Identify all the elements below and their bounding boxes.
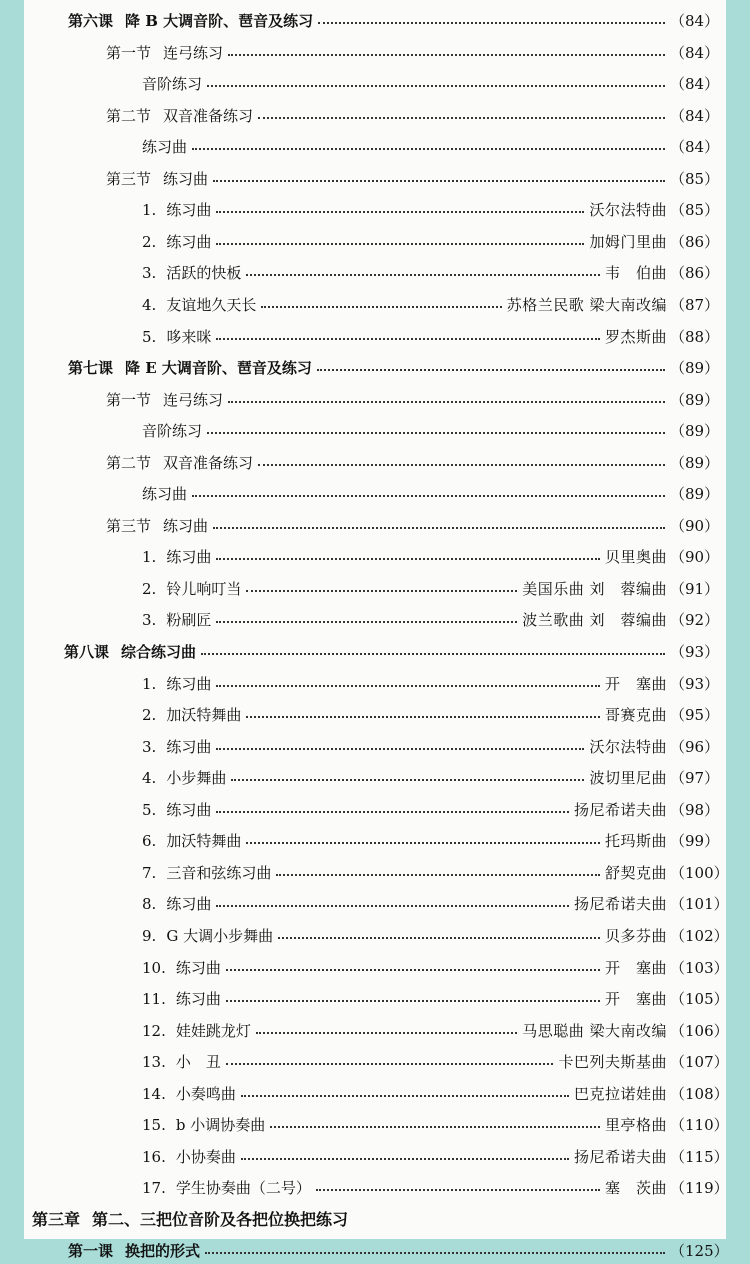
entry-label: 1.: [142, 675, 157, 693]
entry-credit: 沃尔法特曲: [589, 201, 667, 219]
page-number: （84）: [670, 75, 720, 93]
entry-label: 第七课: [68, 359, 114, 377]
toc-entry-piece: [24, 1144, 729, 1170]
entry-title: [142, 481, 187, 507]
toc-entry-piece: [24, 955, 729, 981]
toc-entry-lesson: [24, 639, 726, 665]
toc-entry-lesson: [24, 1238, 729, 1264]
toc-entry-chapter: [24, 1207, 726, 1233]
dot-leader: [258, 463, 665, 466]
page-number: （84）: [670, 12, 720, 30]
entry-label: 1.: [142, 548, 157, 566]
dot-leader: [207, 431, 665, 434]
entry-credit: 加姆门里曲: [589, 233, 667, 251]
entry-label: 2.: [142, 233, 157, 251]
toc-entry-piece: [24, 891, 729, 917]
entry-credit: 韦 伯曲: [604, 264, 667, 282]
toc-entry-piece: [24, 1175, 729, 1201]
entry-label: 14.: [142, 1085, 166, 1103]
entry-title-text: 小协奏曲: [175, 1148, 236, 1166]
entry-title-text: 第二、三把位音阶及各把位换把练习: [92, 1210, 349, 1229]
toc-entry-lesson: [24, 8, 726, 34]
entry-title-text: 练习曲: [142, 485, 188, 503]
dot-leader: [246, 273, 600, 276]
page-number: （106）: [670, 1022, 729, 1040]
page-number: （99）: [670, 832, 720, 850]
page-number: （93）: [670, 643, 720, 661]
entry-label: 5.: [142, 801, 157, 819]
dot-leader: [278, 936, 600, 939]
page-number: （89）: [670, 422, 720, 440]
dot-leader: [216, 904, 569, 907]
entry-credit: 苏格兰民歌 梁大南改编: [506, 296, 667, 314]
entry-title: [142, 923, 273, 949]
page-number: （101）: [670, 895, 729, 913]
entry-title-text: 友谊地久天长: [166, 296, 257, 314]
entry-title: [142, 71, 202, 97]
entry-title-text: 双音准备练习: [163, 454, 254, 472]
toc-entry-piece: [24, 607, 726, 633]
page-number: （96）: [670, 738, 720, 756]
entry-title: [142, 1112, 265, 1138]
entry-title-text: 连弓练习: [163, 44, 224, 62]
page-number: （97）: [670, 769, 720, 787]
dot-leader: [228, 400, 665, 403]
entry-title: [68, 1238, 200, 1264]
entry-label: 2.: [142, 580, 157, 598]
entry-label: 7.: [142, 864, 157, 882]
page-number: （90）: [670, 548, 720, 566]
toc-entry-sub: [24, 134, 726, 160]
toc-entry-piece: [24, 197, 726, 223]
entry-title: [142, 891, 211, 917]
page-number: （93）: [670, 675, 720, 693]
entry-title-text: 加沃特舞曲: [166, 832, 242, 850]
dot-leader: [316, 1188, 600, 1191]
toc-entry-sub: [24, 418, 726, 444]
entry-title-text: 练习曲: [166, 548, 212, 566]
entry-title-text: 三音和弦练习曲: [166, 864, 272, 882]
entry-title: [142, 292, 256, 318]
entry-credit: 开 塞曲: [604, 959, 667, 977]
page-number: （115）: [670, 1148, 729, 1166]
entry-title: [142, 1175, 311, 1201]
entry-credit: 美国乐曲 刘 蓉编曲: [522, 580, 667, 598]
entry-title: [32, 1207, 348, 1233]
entry-title: [142, 576, 241, 602]
toc-entry-piece: [24, 544, 726, 570]
entry-title-text: 练习曲: [163, 170, 209, 188]
entry-title: [142, 828, 241, 854]
entry-label: 第一节: [106, 44, 152, 62]
entry-title: [142, 702, 241, 728]
entry-credit: 开 塞曲: [604, 990, 667, 1008]
entry-label: 13.: [142, 1053, 166, 1071]
entry-credit: 马思聪曲 梁大南改编: [522, 1022, 667, 1040]
dot-leader: [246, 715, 600, 718]
entry-title-text: 练习曲: [175, 990, 221, 1008]
entry-credit: 托玛斯曲: [604, 832, 667, 850]
entry-title: [142, 986, 221, 1012]
toc-entry-section: [24, 103, 726, 129]
entry-label: 11.: [142, 990, 166, 1008]
entry-label: 3.: [142, 611, 157, 629]
page-number: （119）: [670, 1179, 729, 1197]
entry-title-text: 加沃特舞曲: [166, 706, 242, 724]
entry-title: [142, 1049, 221, 1075]
entry-title: [142, 197, 211, 223]
dot-leader: [213, 179, 665, 182]
toc-entry-piece: [24, 1112, 729, 1138]
entry-title-text: 哆来咪: [166, 328, 212, 346]
page-number: （103）: [670, 959, 729, 977]
page-number: （89）: [670, 359, 720, 377]
entry-label: 第六课: [68, 12, 114, 30]
page-number: （89）: [670, 391, 720, 409]
toc-entry-piece: [24, 860, 729, 886]
entry-title: [68, 8, 313, 34]
entry-label: 第三章: [32, 1210, 81, 1229]
entry-title-text: 音阶练习: [142, 422, 203, 440]
entry-title-text: 换把的形式: [125, 1242, 201, 1260]
toc-entry-section: [24, 387, 726, 413]
entry-title: [142, 1018, 251, 1044]
toc-page: [24, 0, 729, 1260]
dot-leader: [201, 652, 665, 655]
entry-label: 6.: [142, 832, 157, 850]
page-number: （92）: [670, 611, 720, 629]
toc-entry-section: [24, 40, 726, 66]
entry-title-text: 娃娃跳龙灯: [175, 1022, 251, 1040]
entry-credit: 卡巴列夫斯基曲: [558, 1053, 667, 1071]
dot-leader: [216, 210, 584, 213]
dot-leader: [246, 589, 517, 592]
entry-label: 第一课: [68, 1242, 114, 1260]
entry-title: [142, 544, 211, 570]
toc-entry-piece: [24, 923, 729, 949]
dot-leader: [192, 147, 665, 150]
entry-title-text: 练习曲: [163, 517, 209, 535]
entry-title-text: 音阶练习: [142, 75, 203, 93]
page-number: （105）: [670, 990, 729, 1008]
dot-leader: [216, 620, 517, 623]
entry-credit: 舒契克曲: [604, 864, 667, 882]
entry-label: 第二节: [106, 107, 152, 125]
toc-entry-piece: [24, 576, 726, 602]
entry-title-text: 双音准备练习: [163, 107, 254, 125]
entry-credit: 沃尔法特曲: [589, 738, 667, 756]
entry-title: [142, 671, 211, 697]
dot-leader: [261, 305, 501, 308]
entry-credit: 波兰歌曲 刘 蓉编曲: [522, 611, 667, 629]
entry-title-text: b 小调协奏曲: [175, 1116, 266, 1134]
toc-entry-sub: [24, 71, 726, 97]
dot-leader: [231, 778, 584, 781]
entry-label: 第一节: [106, 391, 152, 409]
entry-label: 4.: [142, 296, 157, 314]
entry-label: 17.: [142, 1179, 166, 1197]
dot-leader: [258, 116, 665, 119]
entry-credit: 塞 茨曲: [604, 1179, 667, 1197]
dot-leader: [226, 968, 600, 971]
entry-credit: 罗杰斯曲: [604, 328, 667, 346]
entry-title-text: 学生协奏曲（二号）: [175, 1179, 311, 1197]
entry-label: 8.: [142, 895, 157, 913]
entry-credit: 哥赛克曲: [604, 706, 667, 724]
toc-entry-piece: [24, 1018, 729, 1044]
entry-credit: 贝多芬曲: [604, 927, 667, 945]
dot-leader: [241, 1094, 569, 1097]
page-number: （87）: [670, 296, 720, 314]
entry-title: [142, 418, 202, 444]
entry-title: [106, 450, 253, 476]
entry-credit: 里亭格曲: [604, 1116, 667, 1134]
page-number: （89）: [670, 454, 720, 472]
entry-title-text: 降 E 大调音阶、琶音及练习: [125, 359, 312, 377]
entry-label: 4.: [142, 769, 157, 787]
entry-credit: 波切里尼曲: [589, 769, 667, 787]
entry-credit: 扬尼希诺夫曲: [573, 895, 667, 913]
page-number: （86）: [670, 233, 720, 251]
dot-leader: [192, 494, 665, 497]
entry-label: 15.: [142, 1116, 166, 1134]
dot-leader: [205, 1251, 665, 1254]
page-number: （110）: [670, 1116, 729, 1134]
entry-title: [142, 229, 211, 255]
toc-entry-lesson: [24, 355, 726, 381]
entry-title: [142, 1144, 236, 1170]
dot-leader: [270, 1125, 600, 1128]
dot-leader: [226, 1062, 554, 1065]
entry-label: 3.: [142, 738, 157, 756]
toc-entry-piece: [24, 828, 726, 854]
entry-label: 10.: [142, 959, 166, 977]
page-number: （90）: [670, 517, 720, 535]
entry-credit: 扬尼希诺夫曲: [573, 801, 667, 819]
entry-title: [106, 40, 223, 66]
toc-entry-piece: [24, 260, 726, 286]
page-number: （84）: [670, 107, 720, 125]
page-number: （102）: [670, 927, 729, 945]
entry-title: [106, 387, 223, 413]
page-number: （86）: [670, 264, 720, 282]
entry-title-text: 练习曲: [166, 895, 212, 913]
page-number: （95）: [670, 706, 720, 724]
entry-title: [142, 860, 271, 886]
toc-entry-section: [24, 513, 726, 539]
toc-entry-piece: [24, 324, 726, 350]
entry-title-text: G 大调小步舞曲: [166, 927, 274, 945]
dot-leader: [226, 999, 600, 1002]
entry-label: 2.: [142, 706, 157, 724]
entry-title-text: 铃儿响叮当: [166, 580, 242, 598]
dot-leader: [216, 557, 600, 560]
entry-title: [64, 639, 196, 665]
dot-leader: [216, 337, 600, 340]
toc-entry-piece: [24, 1049, 729, 1075]
entry-title: [142, 1081, 236, 1107]
toc-entry-section: [24, 450, 726, 476]
entry-title: [106, 513, 208, 539]
page-number: （85）: [670, 201, 720, 219]
page-number: （125）: [670, 1242, 729, 1260]
entry-title: [142, 607, 211, 633]
dot-leader: [318, 21, 665, 24]
page-number: （100）: [670, 864, 729, 882]
toc-entry-piece: [24, 292, 726, 318]
dot-leader: [276, 873, 600, 876]
toc-entry-piece: [24, 1081, 729, 1107]
dot-leader: [213, 526, 665, 529]
entry-title-text: 练习曲: [166, 233, 212, 251]
entry-title-text: 连弓练习: [163, 391, 224, 409]
dot-leader: [216, 242, 584, 245]
entry-title: [142, 324, 211, 350]
page-number: （91）: [670, 580, 720, 598]
entry-label: 5.: [142, 328, 157, 346]
entry-title: [142, 134, 187, 160]
entry-label: 第三节: [106, 170, 152, 188]
page-number: （89）: [670, 485, 720, 503]
entry-title-text: 小步舞曲: [166, 769, 227, 787]
entry-title: [142, 797, 211, 823]
entry-label: 第二节: [106, 454, 152, 472]
toc-entry-piece: [24, 671, 726, 697]
entry-title-text: 练习曲: [142, 138, 188, 156]
entry-title-text: 降 B 大调音阶、琶音及练习: [125, 12, 314, 30]
entry-title-text: 练习曲: [166, 201, 212, 219]
entry-title: [142, 734, 211, 760]
entry-label: 16.: [142, 1148, 166, 1166]
entry-credit: 扬尼希诺夫曲: [573, 1148, 667, 1166]
entry-title-text: 综合练习曲: [121, 643, 197, 661]
entry-title-text: 粉刷匠: [166, 611, 212, 629]
toc-entry-piece: [24, 765, 726, 791]
dot-leader: [207, 84, 665, 87]
page-number: （88）: [670, 328, 720, 346]
dot-leader: [216, 684, 600, 687]
entry-title-text: 小奏鸣曲: [175, 1085, 236, 1103]
entry-title: [142, 955, 221, 981]
page-number: （85）: [670, 170, 720, 188]
toc-entry-piece: [24, 734, 726, 760]
toc-entry-piece: [24, 797, 726, 823]
page-number: （84）: [670, 44, 720, 62]
dot-leader: [216, 810, 569, 813]
page-number: （107）: [670, 1053, 729, 1071]
entry-label: 1.: [142, 201, 157, 219]
toc-entry-section: [24, 166, 726, 192]
entry-credit: 贝里奥曲: [604, 548, 667, 566]
entry-title: [106, 103, 253, 129]
entry-title-text: 练习曲: [175, 959, 221, 977]
dot-leader: [246, 841, 600, 844]
toc-entry-sub: [24, 481, 726, 507]
dot-leader: [256, 1031, 517, 1034]
entry-title-text: 练习曲: [166, 801, 212, 819]
entry-title: [142, 260, 241, 286]
entry-label: 第三节: [106, 517, 152, 535]
dot-leader: [216, 747, 584, 750]
entry-label: 9.: [142, 927, 157, 945]
entry-label: 3.: [142, 264, 157, 282]
entry-title: [106, 166, 208, 192]
entry-title: [68, 355, 312, 381]
page-number: （84）: [670, 138, 720, 156]
entry-label: 第八课: [64, 643, 110, 661]
dot-leader: [228, 53, 665, 56]
page-number: （108）: [670, 1085, 729, 1103]
entry-title-text: 小 丑: [175, 1053, 221, 1071]
dot-leader: [241, 1157, 569, 1160]
entry-credit: 开 塞曲: [604, 675, 667, 693]
dot-leader: [317, 368, 665, 371]
entry-label: 12.: [142, 1022, 166, 1040]
page-number: （98）: [670, 801, 720, 819]
entry-title-text: 练习曲: [166, 738, 212, 756]
entry-title: [142, 765, 226, 791]
toc-entry-piece: [24, 702, 726, 728]
entry-title-text: 练习曲: [166, 675, 212, 693]
toc-entry-piece: [24, 986, 729, 1012]
entry-title-text: 活跃的快板: [166, 264, 242, 282]
entry-credit: 巴克拉诺娃曲: [573, 1085, 667, 1103]
toc-entry-piece: [24, 229, 726, 255]
